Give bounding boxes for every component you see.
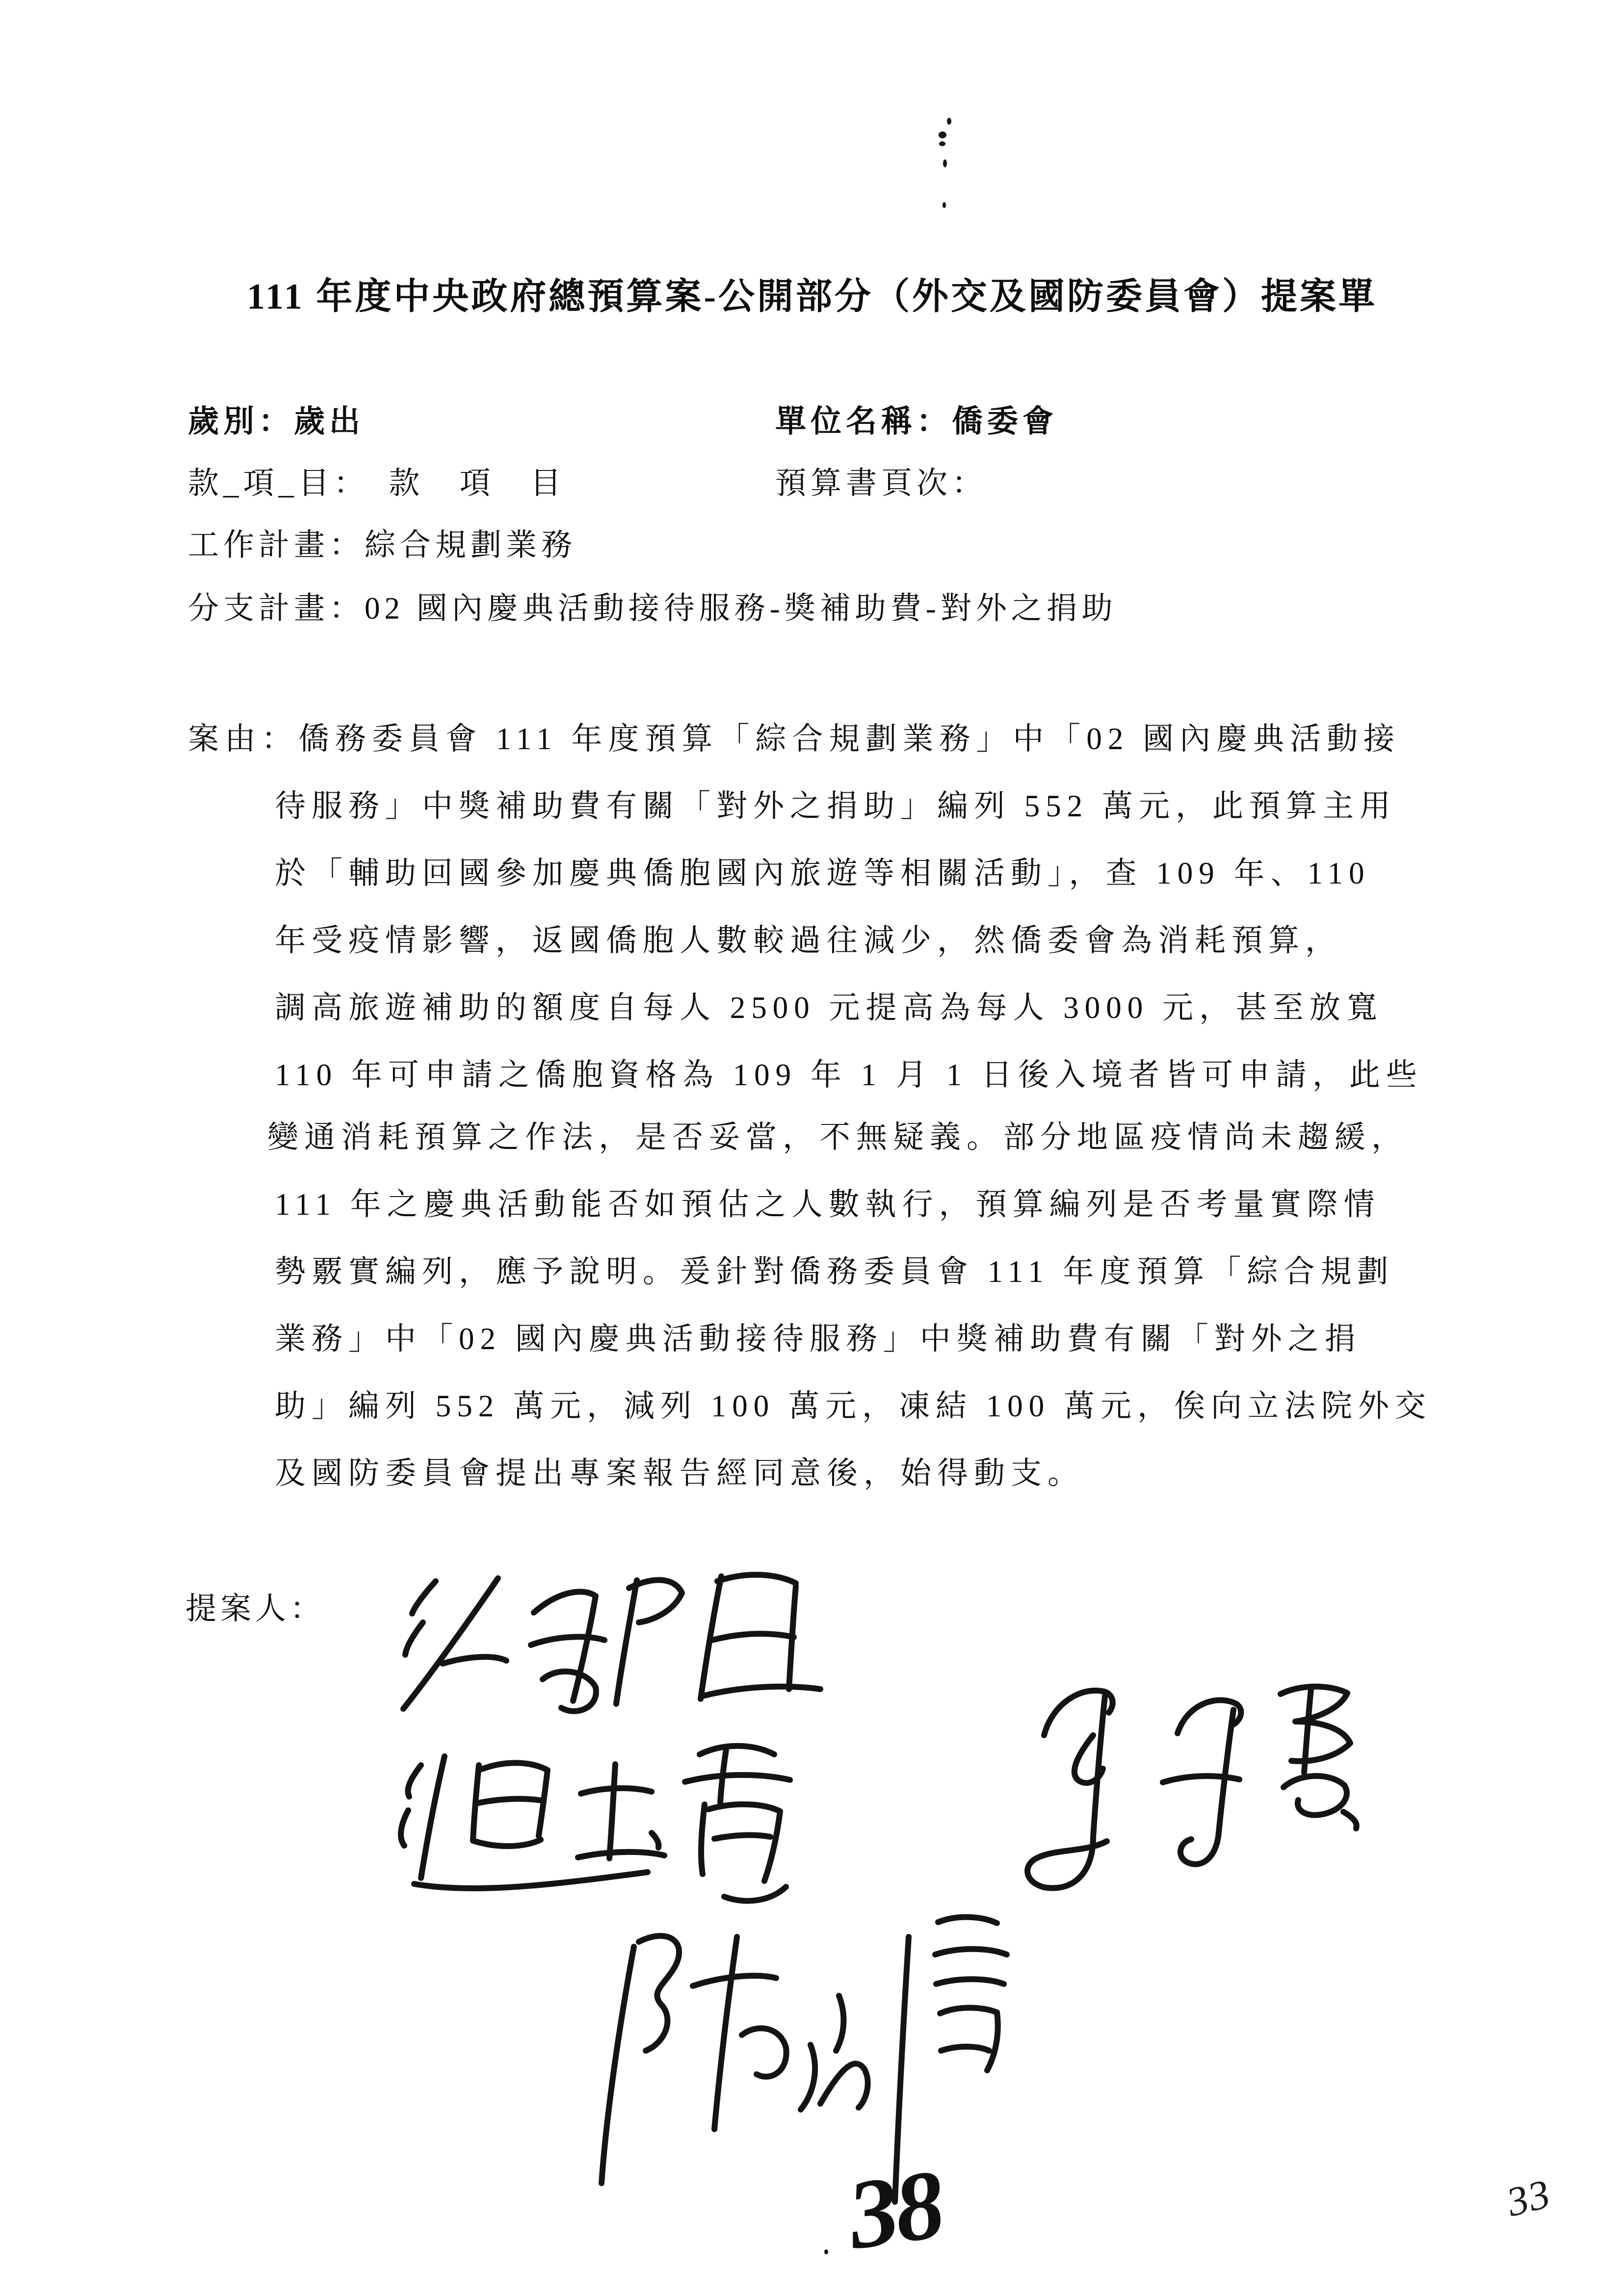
scan-speck <box>939 131 946 138</box>
signature-jiang-chi-chen <box>378 1567 829 1720</box>
scan-speck <box>943 159 947 167</box>
case-label: 案由： <box>188 722 298 756</box>
scan-speck <box>824 2249 828 2254</box>
field-branch-plan-value: 02 國內慶典活動接待服務-獎補助費-對外之捐助 <box>365 591 1117 626</box>
signature-chen-yi-hsin <box>564 1908 1040 2227</box>
field-item-category <box>188 458 566 503</box>
case-line: 年受疫情影響，返國僑胞人數較過往減少，然僑委會為消耗預算， <box>275 923 1342 958</box>
field-branch-plan-label: 分支計畫： <box>188 591 365 626</box>
case-line: 助」編列 552 萬元，減列 100 萬元，凍結 100 萬元，俟向立法院外交 <box>275 1389 1432 1423</box>
field-budget-page-label: 預算書頁次： <box>775 466 987 500</box>
field-fiscal-type-label: 歲別： <box>188 404 294 439</box>
field-branch-plan <box>188 583 1117 628</box>
field-item-category-label: 款_項_目： <box>188 466 354 500</box>
case-line: 待服務」中獎補助費有關「對外之捐助」編列 552 萬元，此預算主用 <box>275 789 1396 823</box>
page-number-center: 38 <box>841 2149 948 2270</box>
case-line: 業務」中「02 國內慶典活動接待服務」中獎補助費有關「對外之捐 <box>275 1322 1362 1356</box>
case-line <box>188 714 1400 758</box>
case-line: 110 年可申請之僑胞資格為 109 年 1 月 1 日後入境者皆可申請，此些 <box>275 1058 1423 1092</box>
field-item-category-value: 款 項 目 <box>389 466 566 500</box>
case-line: 變通消耗預算之作法，是否妥當，不無疑義。部分地區疫情尚未趨緩， <box>267 1120 1408 1154</box>
field-work-plan-value: 綜合規劃業務 <box>365 528 576 562</box>
field-work-plan-label: 工作計畫： <box>188 528 365 562</box>
case-line: 勢覈實編列，應予說明。爰針對僑務委員會 111 年度預算「綜合規劃 <box>275 1254 1394 1289</box>
case-line: 111 年之慶典活動能否如預估之人數執行，預算編列是否考量實際情 <box>275 1187 1381 1222</box>
field-unit-name-label: 單位名稱： <box>775 404 952 439</box>
proposer-label: 提案人： <box>185 1592 325 1626</box>
field-fiscal-type <box>188 396 365 441</box>
page-title: 111 年度中央政府總預算案-公開部分（外交及國防委員會）提案單 <box>247 277 1377 317</box>
field-fiscal-type-value: 歲出 <box>294 404 365 439</box>
scan-speck <box>947 118 951 125</box>
page-number-corner: 33 <box>1502 2170 1555 2226</box>
case-line: 調高旅遊補助的額度自每人 2500 元提高為每人 3000 元，甚至放寬 <box>275 991 1383 1025</box>
signature-wen-yu-hsia <box>383 1737 800 1908</box>
case-line: 於「輔助回國參加慶典僑胞國內旅遊等相關活動」，查 109 年、110 <box>275 856 1370 890</box>
field-unit-name <box>775 396 1058 441</box>
case-text: 僑務委員會 111 年度預算「綜合規劃業務」中「02 國內慶典活動接 <box>298 722 1401 756</box>
case-line: 及國防委員會提出專案報告經同意後，始得動支。 <box>275 1456 1084 1490</box>
field-budget-page <box>775 458 987 503</box>
field-work-plan <box>188 520 576 565</box>
field-unit-name-value: 僑委會 <box>952 404 1058 439</box>
scan-speck <box>939 141 945 146</box>
signature-ma-wen-chun <box>1016 1675 1369 1921</box>
scan-speck <box>943 202 946 208</box>
